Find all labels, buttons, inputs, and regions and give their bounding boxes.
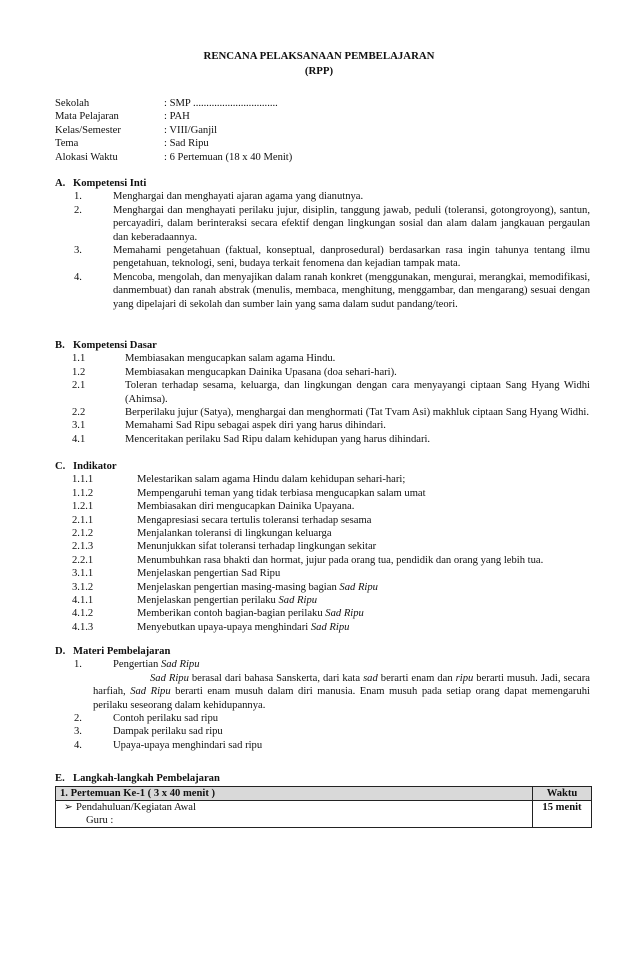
list-item xyxy=(55,244,590,271)
item-number: 1.1.1 xyxy=(72,474,94,486)
identity-key: Alokasi Waktu xyxy=(55,151,118,163)
item-text-italic: Sad Ripu xyxy=(160,659,200,671)
list-item xyxy=(55,581,590,594)
list-item xyxy=(55,725,590,738)
document-title: RENCANA PELAKSANAAN PEMBELAJARAN xyxy=(203,50,435,62)
item-text-italic: Sad Ripu xyxy=(339,581,378,593)
identity-value: : Sad Ripu xyxy=(164,138,209,150)
para-italic: sad xyxy=(363,672,378,684)
item-number: 1. xyxy=(74,191,82,203)
item-text: Menjelaskan pengertian masing-masing bagian xyxy=(137,581,340,593)
list-item xyxy=(55,607,590,620)
section-indikator xyxy=(55,460,590,634)
section-letter: D. xyxy=(55,646,66,657)
lesson-steps-table xyxy=(55,786,592,828)
item-number: 3.1.2 xyxy=(72,581,94,593)
table-cell xyxy=(56,801,533,828)
section-heading xyxy=(55,460,590,473)
list-item xyxy=(55,190,590,203)
para-text: berarti enam dan xyxy=(377,672,456,684)
arrow-bullet-icon: ➢ xyxy=(64,802,73,813)
table-row xyxy=(56,787,592,801)
document-subtitle: (RPP) xyxy=(304,65,334,77)
item-number: 1.1 xyxy=(72,353,86,365)
para-text: berarti musuh. Jadi, secara harfiah, xyxy=(93,672,590,698)
section-heading xyxy=(55,339,590,352)
list-item xyxy=(55,621,590,634)
identity-value: : PAH xyxy=(164,111,190,123)
item-number: 2.2.1 xyxy=(72,554,94,566)
identity-row xyxy=(55,151,575,164)
item-text: Menceritakan perilaku Sad Ripu dalam kehidupan yang harus dihindari. xyxy=(125,433,431,445)
table-cell: 15 menit xyxy=(533,801,592,828)
list-item xyxy=(55,366,590,379)
identity-block xyxy=(55,97,575,164)
item-number: 2.2 xyxy=(72,407,86,419)
item-text: Memahami pengetahuan (faktual, konseptual, danprosedural) berdasarkan rasa ingin tahunya tentang ilmu pengetahuan, teknologi, seni, budaya terkait fenomena dan kejadian tampak mata. xyxy=(113,245,590,270)
item-text: Menyebutkan upaya-upaya menghindari xyxy=(137,621,311,633)
identity-row xyxy=(55,124,575,137)
list-item xyxy=(55,419,590,432)
item-text: Contoh perilaku sad ripu xyxy=(113,713,219,725)
item-text: Membiasakan mengucapkan Dainika Upasana (doa sehari-hari). xyxy=(125,366,397,378)
item-number: 4.1.2 xyxy=(72,608,94,620)
section-title: Langkah-langkah Pembelajaran xyxy=(73,773,220,784)
item-number: 4. xyxy=(74,739,82,751)
item-text: Mempengaruhi teman yang tidak terbiasa mengucapkan salam umat xyxy=(137,487,426,499)
item-number: 4.1.1 xyxy=(72,595,94,607)
list-item xyxy=(55,540,590,553)
item-text: Menunjukkan sifat toleransi terhadap lingkungan sekitar xyxy=(137,541,377,553)
item-text: Berperilaku jujur (Satya), menghargai dan menghormati (Tat Tvam Asi) makhluk ciptaan Sang Hyang Widhi. xyxy=(125,407,589,419)
list-item xyxy=(55,712,590,725)
identity-row xyxy=(55,97,575,110)
item-text: Upaya-upaya menghindari sad ripu xyxy=(113,739,263,751)
list-item xyxy=(55,658,590,671)
para-italic: Sad Ripu xyxy=(130,686,171,698)
section-kompetensi-dasar xyxy=(55,339,590,446)
table-row xyxy=(56,801,592,828)
item-text: Pengertian xyxy=(113,659,161,671)
identity-value: : VIII/Ganjil xyxy=(164,124,218,136)
list-item xyxy=(55,473,590,486)
section-heading xyxy=(55,177,590,190)
identity-key: Tema xyxy=(55,138,79,150)
section-title: Indikator xyxy=(73,461,117,472)
item-text: Menjelaskan pengertian perilaku xyxy=(137,595,279,607)
item-number: 2. xyxy=(74,713,82,725)
item-number: 3. xyxy=(74,726,82,738)
identity-row xyxy=(55,137,575,150)
section-letter: B. xyxy=(55,340,65,351)
item-number: 2.1.1 xyxy=(72,514,94,526)
para-italic: Sad Ripu xyxy=(150,672,189,684)
item-text: Menumbuhkan rasa bhakti dan hormat, jujur pada orang tua, pendidik dan orang yang lebih tua. xyxy=(137,554,544,566)
activity-sub-label: Guru : xyxy=(86,815,114,826)
item-text: Menghargai dan menghayati ajaran agama yang dianutnya. xyxy=(113,191,364,203)
item-text-italic: Sad Ripu xyxy=(278,595,318,607)
identity-key: Mata Pelajaran xyxy=(55,111,119,123)
identity-row xyxy=(55,110,575,123)
list-item xyxy=(55,739,590,752)
item-text: Membiasakan mengucapkan salam agama Hindu. xyxy=(125,353,336,365)
item-text: Memberikan contoh bagian-bagian perilaku xyxy=(137,608,326,620)
item-text: Menjalankan toleransi di lingkungan keluarga xyxy=(137,528,332,540)
item-number: 1. xyxy=(74,659,82,671)
list-item xyxy=(55,567,590,580)
item-text-italic: Sad Ripu xyxy=(310,621,350,633)
list-item xyxy=(55,433,590,446)
list-item xyxy=(55,379,590,406)
list-item xyxy=(55,204,590,244)
item-text: Melestarikan salam agama Hindu dalam kehidupan sehari-hari; xyxy=(137,474,406,486)
list-item xyxy=(55,554,590,567)
list-item xyxy=(55,500,590,513)
item-number: 1.2 xyxy=(72,366,86,378)
section-materi-pembelajaran xyxy=(55,645,590,752)
list-item xyxy=(55,271,590,311)
identity-key: Kelas/Semester xyxy=(55,124,121,136)
item-text: Menjelaskan pengertian Sad Ripu xyxy=(137,568,281,580)
section-title: Kompetensi Dasar xyxy=(73,340,157,351)
list-item xyxy=(55,406,590,419)
para-text: berasal dari bahasa Sanskerta, dari kata xyxy=(188,672,364,684)
item-text: Memahami Sad Ripu sebagai aspek diri yang harus dihindari. xyxy=(125,420,386,432)
section-letter: C. xyxy=(55,461,66,472)
para-text: berarti enam musuh dalam diri manusia. Enam musuh pada setiap orang dapat memengaruhi perilaku seseorang dalam kehidupannya. xyxy=(93,686,590,711)
item-number: 1.2.1 xyxy=(72,501,94,513)
item-number: 3.1.1 xyxy=(72,568,94,580)
identity-value: : SMP ................................ xyxy=(164,98,278,109)
item-text: Dampak perilaku sad ripu xyxy=(113,726,223,738)
list-item xyxy=(55,594,590,607)
item-text: Mengapresiasi secara tertulis toleransi terhadap sesama xyxy=(137,514,372,526)
para-italic: ripu xyxy=(455,672,474,684)
item-number: 4.1 xyxy=(72,433,86,445)
item-number: 3. xyxy=(74,245,82,257)
item-number: 3.1 xyxy=(72,420,86,432)
section-letter: E. xyxy=(55,773,65,784)
list-item xyxy=(55,487,590,500)
section-heading xyxy=(55,645,590,658)
item-number: 4. xyxy=(74,271,82,283)
item-text-italic: Sad Ripu xyxy=(325,608,364,620)
list-item xyxy=(55,352,590,365)
list-item xyxy=(55,514,590,527)
section-langkah-pembelajaran xyxy=(55,772,590,785)
item-text: Membiasakan diri mengucapkan Dainika Upayana. xyxy=(137,501,355,513)
section-kompetensi-inti xyxy=(55,177,590,311)
item-text: Menghargai dan menghayati perilaku jujur, disiplin, tanggung jawab, peduli (toleransi, gotongroyong), santun, percayadiri, dalam berinteraksi secara efektif dengan lingkungan sosial dan alam dalam jangkauan pergaulan dan keberadaannya. xyxy=(113,204,590,243)
definition-paragraph xyxy=(55,672,590,712)
table-header-cell: Waktu xyxy=(533,787,592,801)
section-title: Kompetensi Inti xyxy=(73,178,147,189)
activity-label: Pendahuluan/Kegiatan Awal xyxy=(76,802,196,813)
item-number: 2. xyxy=(74,204,82,216)
table-header-cell: 1. Pertemuan Ke-1 ( 3 x 40 menit ) xyxy=(56,787,533,801)
item-number: 2.1 xyxy=(72,380,86,392)
item-text: Toleran terhadap sesama, keluarga, dan lingkungan dengan cara menyayangi ciptaan Sang Hyang Widhi (Ahimsa). xyxy=(125,380,590,405)
item-number: 4.1.3 xyxy=(72,621,94,633)
list-item xyxy=(55,527,590,540)
identity-value: : 6 Pertemuan (18 x 40 Menit) xyxy=(164,151,293,163)
item-number: 1.1.2 xyxy=(72,487,94,499)
identity-key: Sekolah xyxy=(55,98,90,109)
item-text: Mencoba, mengolah, dan menyajikan dalam ranah konkret (menggunakan, mengurai, merangkai, memodifikasi, danmembuat) dan ranah abstrak (menulis, membaca, menghitung, menggambar, dan mengarang) sesuai dengan yang dipelajari di sekolah dan sumber lain yang sama dalam sudut pandang/teori. xyxy=(113,271,590,310)
section-letter: A. xyxy=(55,178,66,189)
section-title: Materi Pembelajaran xyxy=(73,646,171,657)
item-number: 2.1.3 xyxy=(72,541,94,553)
item-number: 2.1.2 xyxy=(72,528,94,540)
section-heading xyxy=(55,772,590,785)
